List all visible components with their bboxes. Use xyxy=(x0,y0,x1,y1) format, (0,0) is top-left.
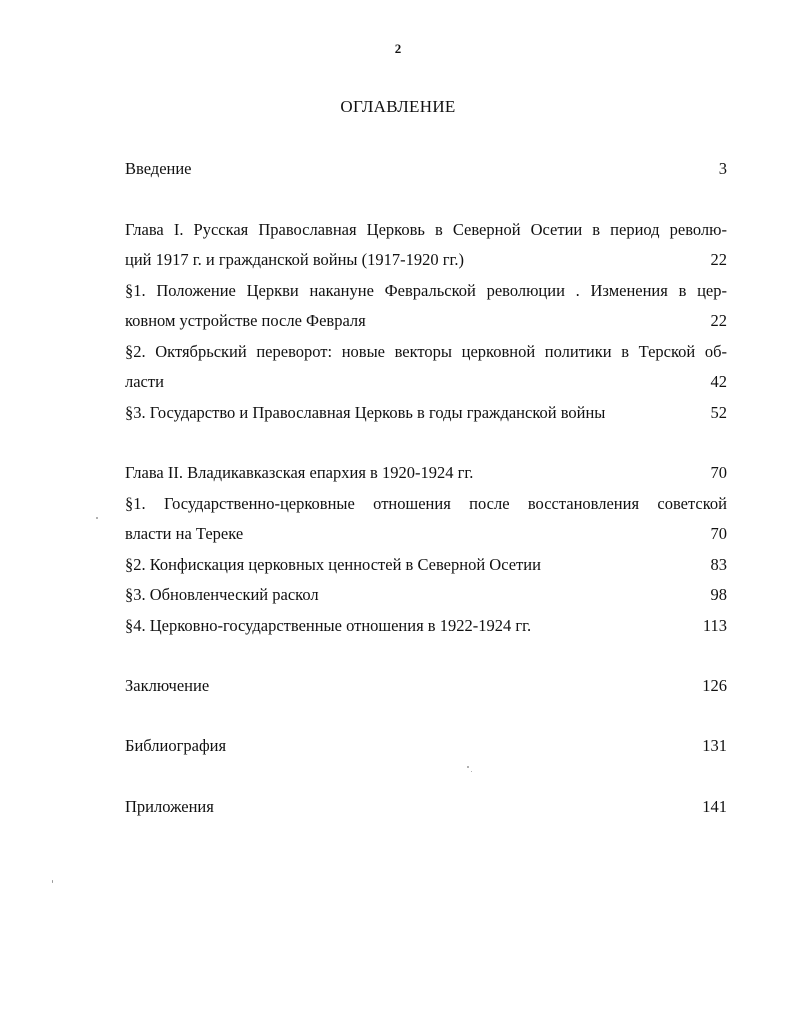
toc-entry-page: 126 xyxy=(702,676,727,695)
scan-speck xyxy=(471,771,472,772)
toc-entry-label: §3. Обновленческий раскол xyxy=(125,585,319,604)
toc-entry-chapter-1-section-2[interactable] xyxy=(125,337,727,398)
toc-entry-bibliography[interactable] xyxy=(125,731,727,761)
toc-entry-chapter-2-section-1[interactable] xyxy=(125,489,727,550)
toc-entry-label-line-2: ций 1917 г. и гражданской войны (1917-1920 гг.) xyxy=(125,250,465,270)
toc-entry-label: Введение xyxy=(125,159,192,178)
toc-entry-label: Заключение xyxy=(125,676,210,695)
toc-entry-chapter-1-section-3[interactable] xyxy=(125,398,727,428)
toc-entry-page: 22 xyxy=(710,250,727,270)
toc-entry-page: 42 xyxy=(710,372,727,392)
toc-entry-label-line-2: власти на Тереке xyxy=(125,524,244,544)
toc-entry-chapter-2-section-4[interactable] xyxy=(125,611,727,641)
toc-entry-page: 131 xyxy=(702,736,727,755)
toc-entry-page: 70 xyxy=(710,524,727,544)
toc-entry-label-line-1: §2. Октябрьский переворот: новые векторы церковной политики в Терской об- xyxy=(125,342,727,361)
scan-speck xyxy=(467,766,469,768)
toc-entry-label-line-1: §1. Государственно-церковные отношения после восстановления советской xyxy=(125,494,727,513)
toc-entry-appendices[interactable] xyxy=(125,792,727,822)
toc-entry-chapter-2-section-2[interactable] xyxy=(125,550,727,580)
toc-entry-page: 113 xyxy=(702,616,727,635)
toc-entry-page: 52 xyxy=(710,403,727,422)
toc-entry-page: 83 xyxy=(710,555,727,574)
toc-entry-page: 70 xyxy=(710,463,727,482)
toc-entry-chapter-2-section-3[interactable] xyxy=(125,580,727,610)
toc-entry-label: §4. Церковно-государственные отношения в 1922-1924 гг. xyxy=(125,616,532,635)
toc-entry-page: 98 xyxy=(710,585,727,604)
toc-entry-label: Глава II. Владикавказская епархия в 1920-1924 гг. xyxy=(125,463,474,482)
toc-entry-chapter-2[interactable] xyxy=(125,458,727,488)
toc-entry-page: 22 xyxy=(710,311,727,331)
toc-entry-label-line-2: ковном устройстве после Февраля xyxy=(125,311,366,331)
toc-entry-chapter-1-section-1[interactable] xyxy=(125,276,727,337)
toc-entry-label-line-2: ласти xyxy=(125,372,164,392)
toc-entry-label: Приложения xyxy=(125,797,214,816)
page-number: 2 xyxy=(394,41,402,56)
toc-entry-label: Библиография xyxy=(125,736,227,755)
toc-entry-label: §2. Конфискация церковных ценностей в Северной Осетии xyxy=(125,555,541,574)
toc-entry-conclusion[interactable] xyxy=(125,671,727,701)
toc-entry-page: 3 xyxy=(718,159,727,178)
toc-entry-label-line-1: §1. Положение Церкви накануне Февральской революции . Изменения в цер- xyxy=(125,281,727,300)
scan-speck xyxy=(52,880,53,883)
scan-speck xyxy=(96,517,98,519)
toc-entry-label-line-1: Глава I. Русская Православная Церковь в Северной Осетии в период револю- xyxy=(125,220,727,239)
toc-entry-introduction[interactable] xyxy=(125,154,727,184)
toc-entry-label: §3. Государство и Православная Церковь в годы гражданской войны xyxy=(125,403,606,422)
toc-entry-page: 141 xyxy=(702,797,727,816)
toc-entry-chapter-1[interactable] xyxy=(125,215,727,276)
toc-title: ОГЛАВЛЕНИЕ xyxy=(340,97,456,116)
